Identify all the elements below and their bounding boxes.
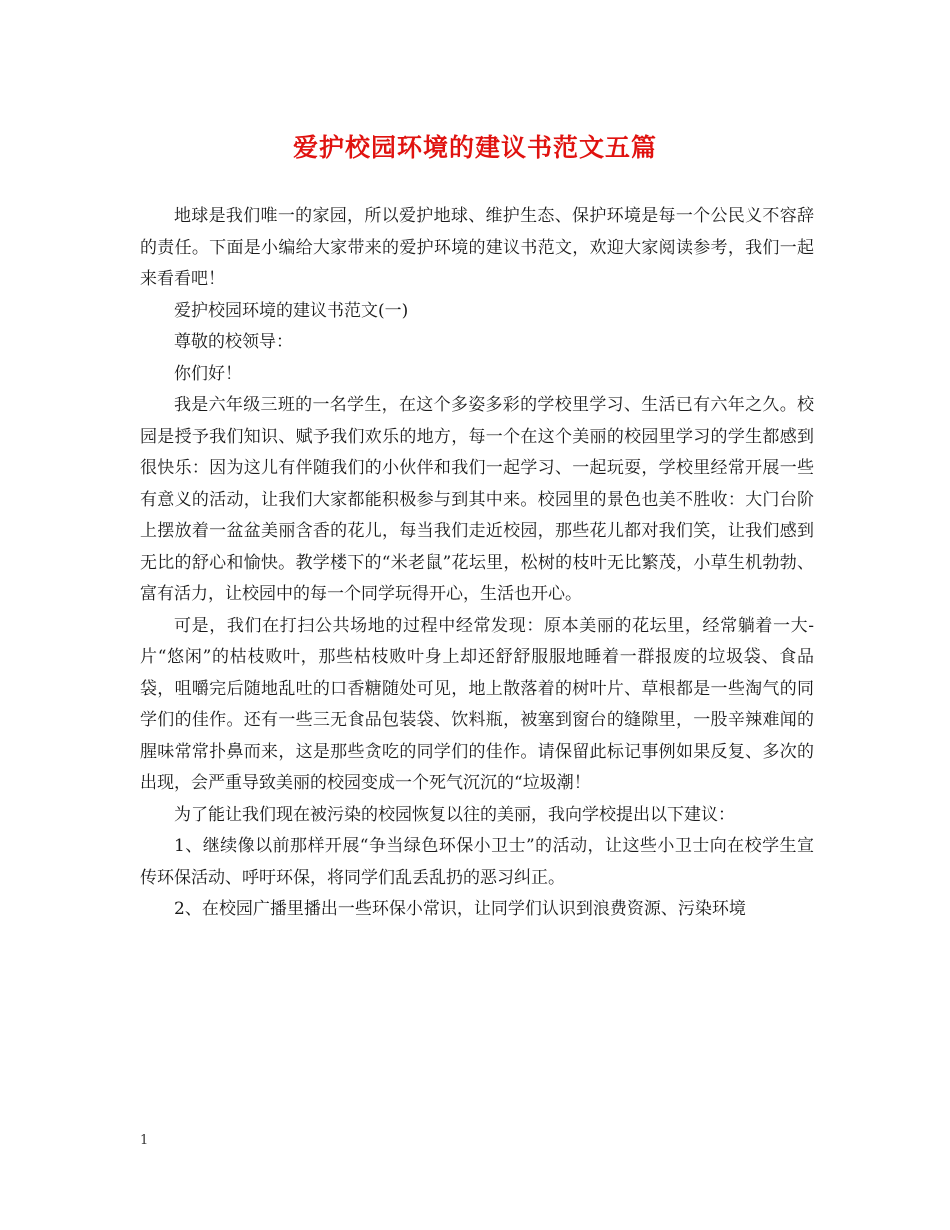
paragraph-intro: 地球是我们唯一的家园，所以爱护地球、维护生态、保护环境是每一个公民义不容辞的责任。下面是小编给大家带来的爱护环境的建议书范文，欢迎大家阅读参考，我们一起来看看吧！	[140, 206, 814, 289]
paragraph-body-2: 可是，我们在打扫公共场地的过程中经常发现：原本美丽的花坛里，经常躺着一大-片“悠闲”的枯枝败叶，那些枯枝败叶身上却还舒舒服服地睡着一群报废的垃圾袋、食品袋，咀嚼完后随地乱吐的口香糖随处可见，地上散落着的树叶片、草根都是一些淘气的同学们的佳作。还有一些三无食品包装袋、饮料瓶，被塞到窗台的缝隙里，一股辛辣难闻的腥味常常扑鼻而来，这是那些贪吃的同学们的佳作。请保留此标记事例如果反复、多次的出现，会严重导致美丽的校园变成一个死气沉沉的“垃圾潮！	[140, 615, 814, 793]
paragraph-body-3: 为了能让我们现在被污染的校园恢复以往的美丽，我向学校提出以下建议：	[174, 804, 735, 825]
document-title: 爱护校园环境的建议书范文五篇	[292, 133, 657, 162]
paragraph-section-heading: 爱护校园环境的建议书范文(一)	[174, 300, 409, 321]
paragraph-suggestion-2: 2、在校园广播里播出一些环保小常识，让同学们认识到浪费资源、污染环境	[174, 899, 746, 919]
page-number: 1	[140, 1133, 149, 1148]
paragraph-body-1: 我是六年级三班的一名学生，在这个多姿多彩的学校里学习、生活已有六年之久。校园是授予我们知识、赋予我们欢乐的地方，每一个在这个美丽的校园里学习的学生都感到很快乐：因为这儿有伴随我们的小伙伴和我们一起学习、一起玩耍，学校里经常开展一些有意义的活动，让我们大家都能积极参与到其中来。校园里的景色也美不胜收：大门台阶上摆放着一盆盆美丽含香的花儿，每当我们走近校园，那些花儿都对我们笑，让我们感到无比的舒心和愉快。教学楼下的“米老鼠”花坛里，松树的枝叶无比繁茂，小草生机勃勃、富有活力，让校园中的每一个同学玩得开心，生活也开心。	[140, 395, 814, 604]
document-body	[140, 201, 814, 926]
paragraph-greeting: 你们好！	[174, 363, 242, 384]
paragraph-salutation: 尊敬的校领导：	[174, 332, 293, 352]
paragraph-suggestion-1: 1、继续像以前那样开展“争当绿色环保小卫士”的活动，让这些小卫士向在校学生宣传环保活动、呼吁环保，将同学们乱丢乱扔的恶习纠正。	[140, 836, 814, 888]
